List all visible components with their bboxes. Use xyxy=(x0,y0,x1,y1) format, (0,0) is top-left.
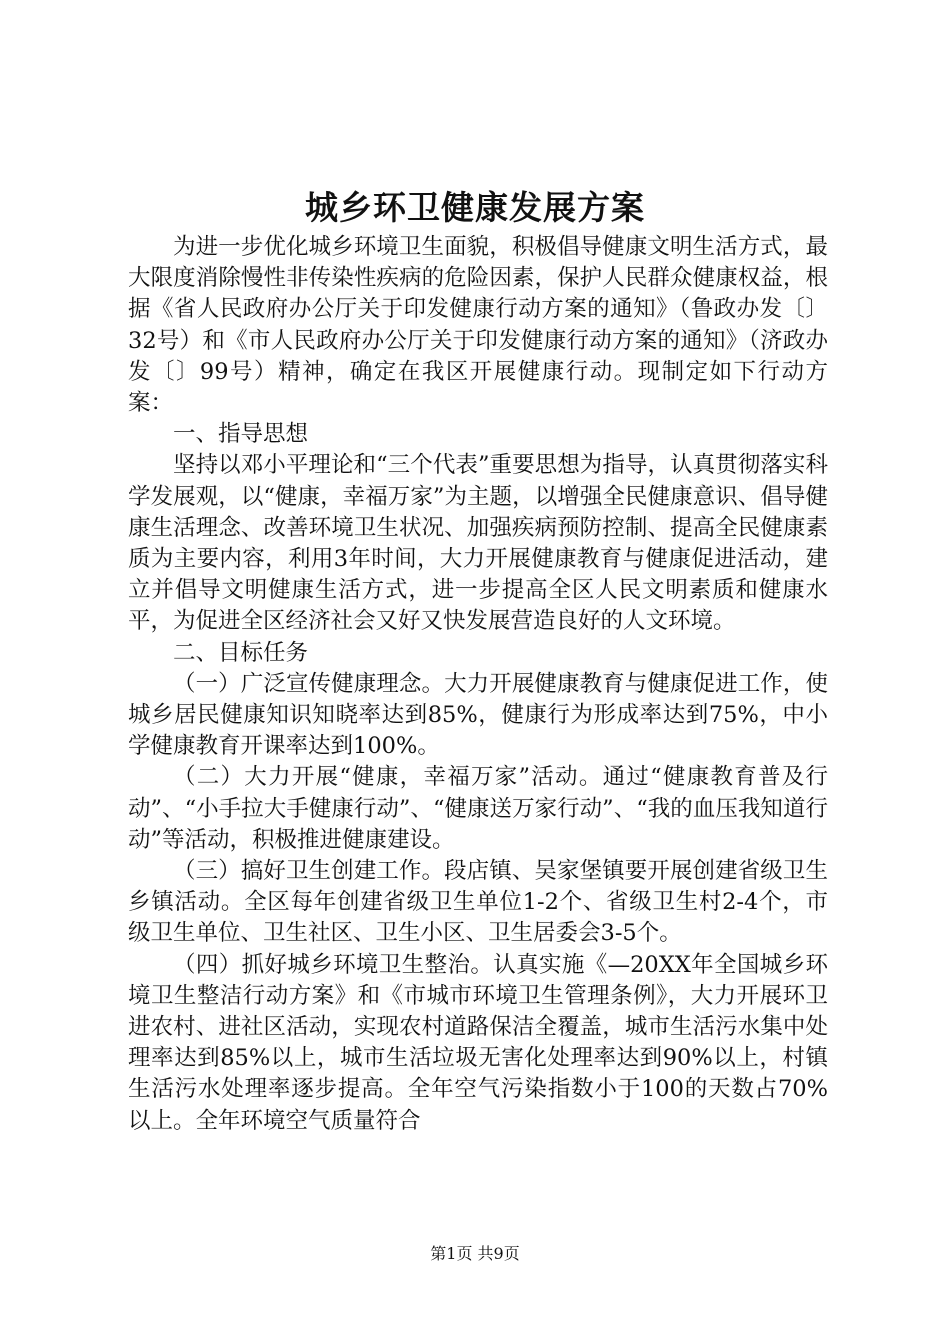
guiding-ideology-paragraph: 坚持以邓小平理论和“三个代表”重要思想为指导，认真贯彻落实科学发展观，以“健康，幸福万家”为主题，以增强全民健康意识、倡导健康生活理念、改善环境卫生状况、加强疾病预防控制、提高全民健康素质为主要内容，利用3年时间，大力开展健康教育与健康促进活动，建立并倡导文明健康生活方式，进一步提高全区人民文明素质和健康水平，为促进全区经济社会又好又快发展营造良好的人文环境。 xyxy=(128,452,828,635)
task-paragraph-1: （一）广泛宣传健康理念。大力开展健康教育与健康促进工作，使城乡居民健康知识知晓率达到85%，健康行为形成率达到75%，中小学健康教育开课率达到100%。 xyxy=(128,670,828,760)
section-heading-guiding-ideology: 一、指导思想 xyxy=(173,421,309,448)
document-body xyxy=(128,232,828,1137)
document-title: 城乡环卫健康发展方案 xyxy=(305,188,645,227)
section-heading-goals-tasks: 二、目标任务 xyxy=(173,639,309,666)
intro-paragraph: 为进一步优化城乡环境卫生面貌，积极倡导健康文明生活方式，最大限度消除慢性非传染性疾病的危险因素，保护人民群众健康权益，根据《省人民政府办公厅关于印发健康行动方案的通知》（鲁政办发〔〕32号）和《市人民政府办公厅关于印发健康行动方案的通知》（济政办发〔〕99号）精神，确定在我区开展健康行动。现制定如下行动方案： xyxy=(128,234,828,417)
task-paragraph-3: （三）搞好卫生创建工作。段店镇、吴家堡镇要开展创建省级卫生乡镇活动。全区每年创建省级卫生单位1-2个、省级卫生村2-4个，市级卫生单位、卫生社区、卫生小区、卫生居委会3-5个。 xyxy=(128,858,828,947)
page-number-footer: 第1页 共9页 xyxy=(430,1244,520,1263)
task-paragraph-4: （四）抓好城乡环境卫生整治。认真实施《—20XX年全国城乡环境卫生整洁行动方案》和《市城市环境卫生管理条例》，大力开展环卫进农村、进社区活动，实现农村道路保洁全覆盖，城市生活污水集中处理率达到85%以上，城市生活垃圾无害化处理率达到90%以上，村镇生活污水处理率逐步提高。全年空气污染指数小于100的天数占70%以上。全年环境空气质量符合 xyxy=(128,951,828,1134)
task-paragraph-2: （二）大力开展“健康，幸福万家”活动。通过“健康教育普及行动”、“小手拉大手健康行动”、“健康送万家行动”、“我的血压我知道行动”等活动，积极推进健康建设。 xyxy=(128,764,828,853)
